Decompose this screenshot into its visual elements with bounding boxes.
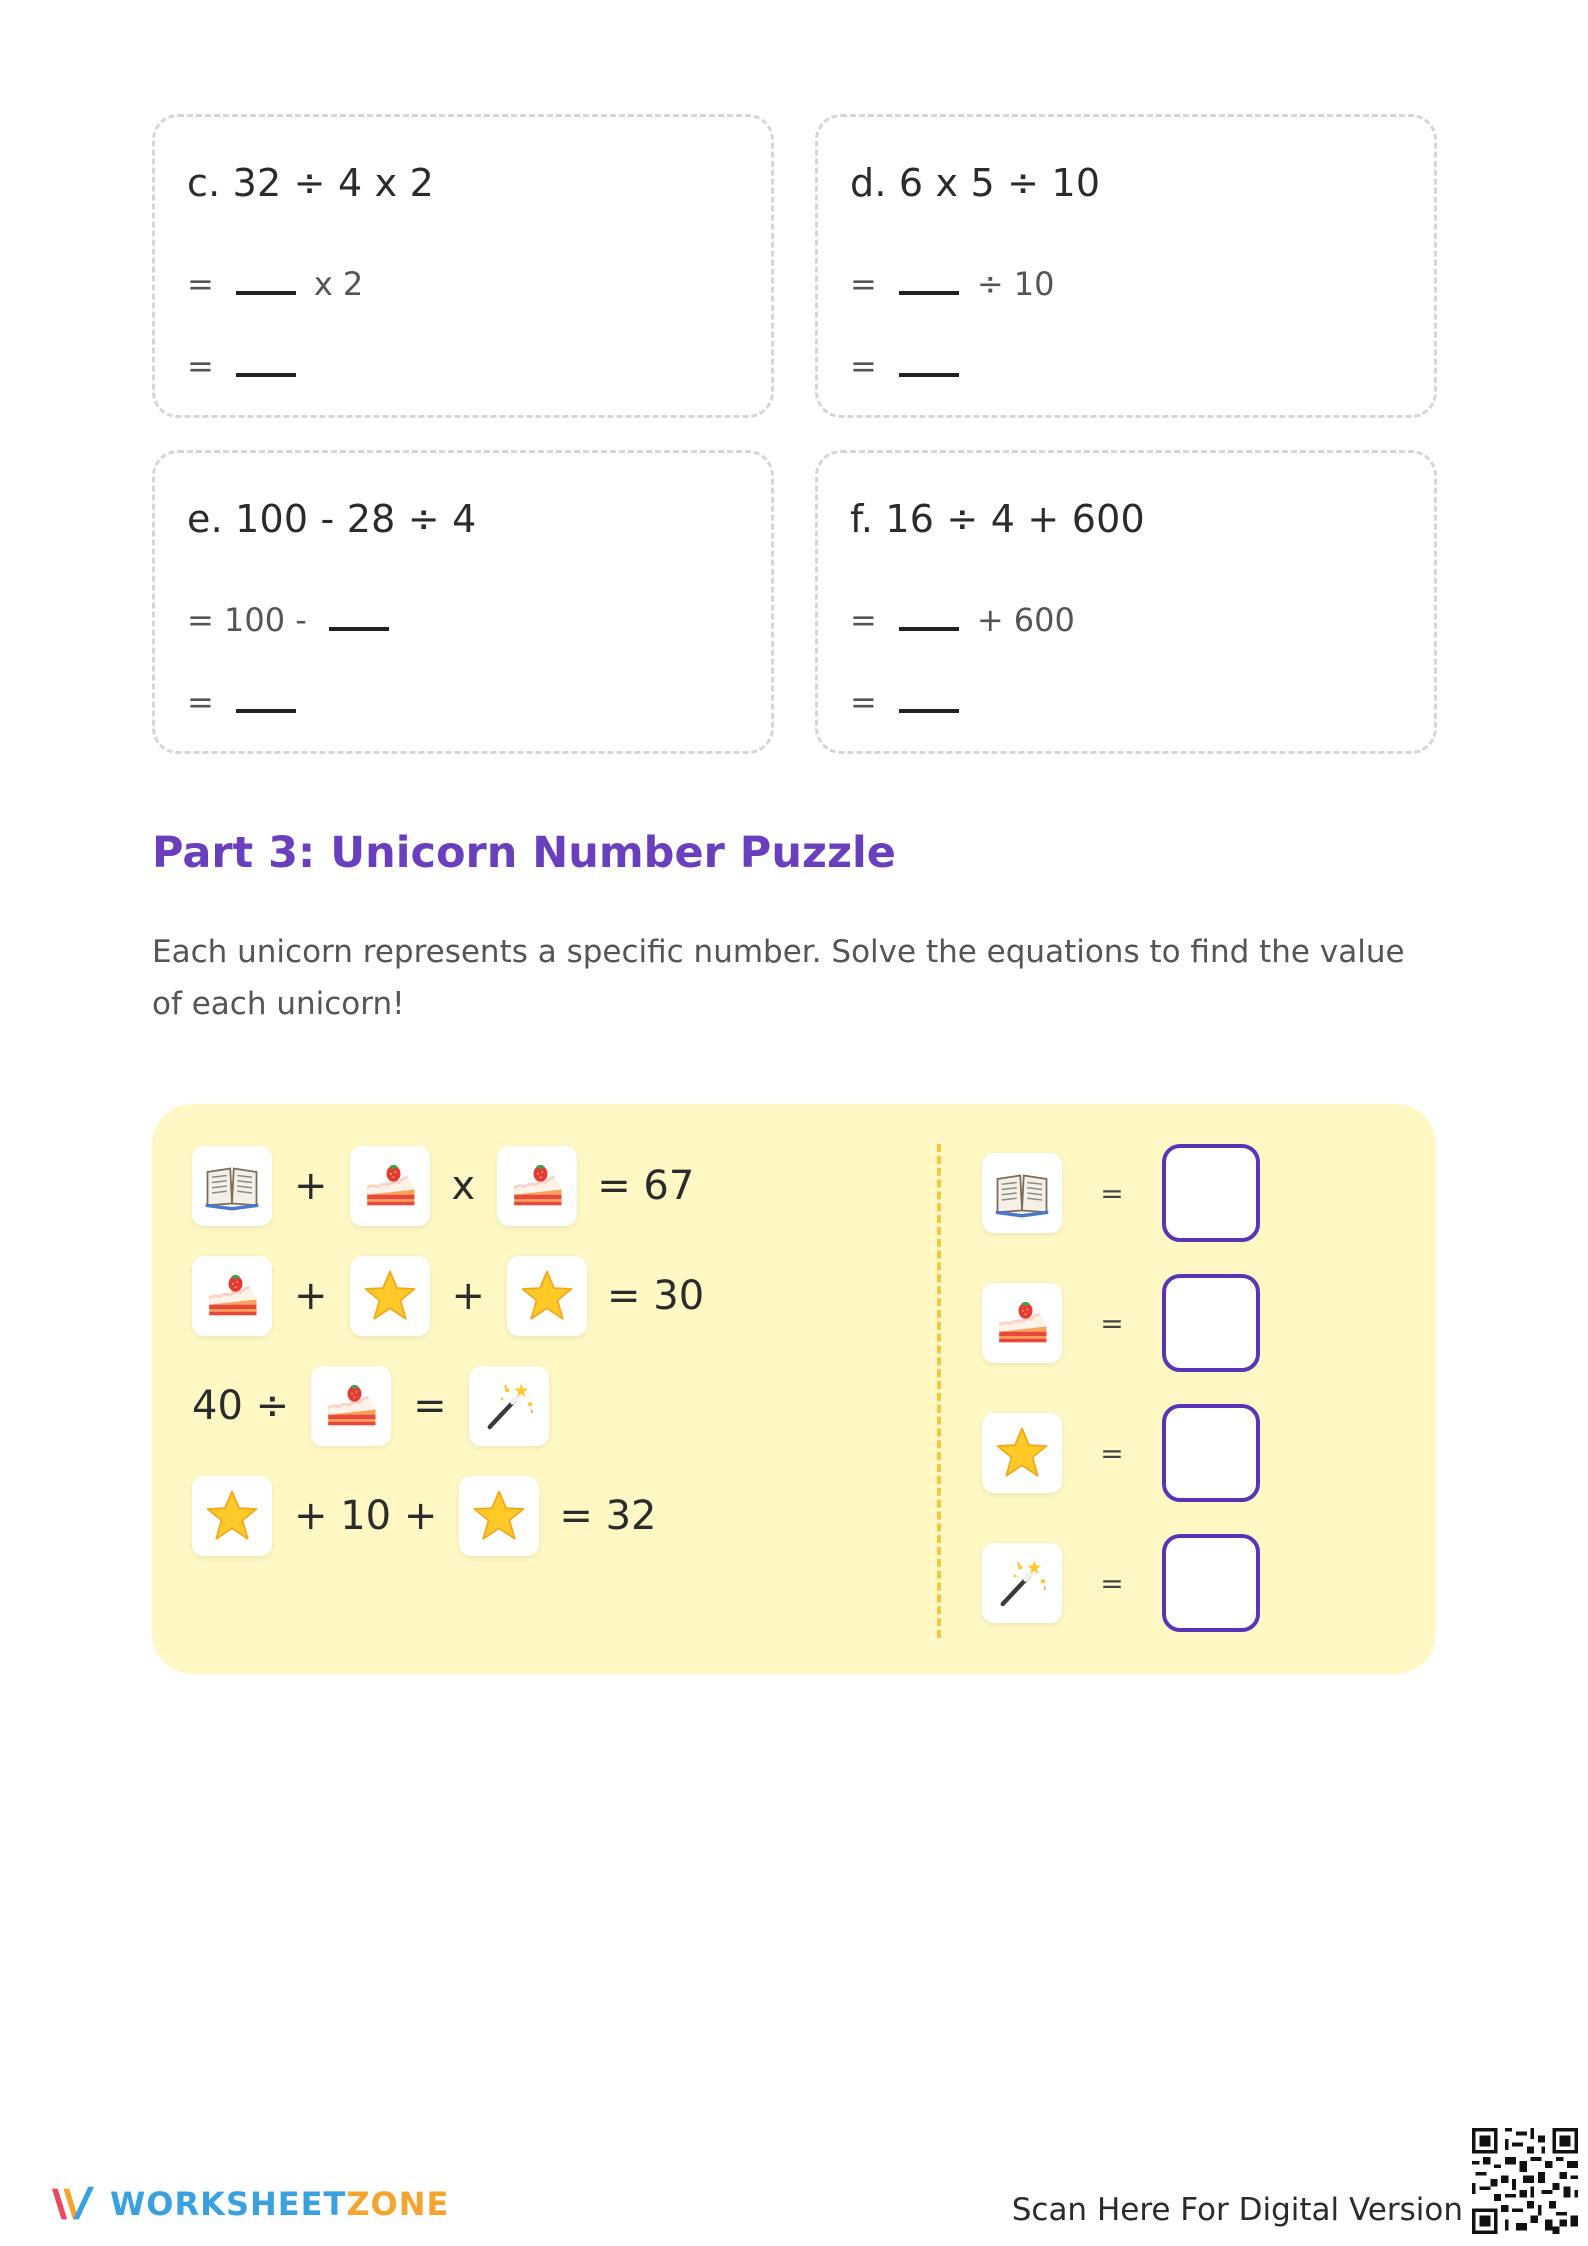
puzzle-equation-4 [192, 1476, 657, 1556]
step-line-2 [850, 329, 959, 385]
step-line-1 [187, 583, 389, 639]
equals-sign: = [1100, 1306, 1124, 1340]
star-icon [459, 1476, 539, 1556]
answer-box-cake[interactable] [1162, 1274, 1260, 1372]
star-icon [507, 1256, 587, 1336]
step-prefix: = [187, 347, 214, 385]
cake-slice-icon [350, 1146, 430, 1226]
answer-row-cake [982, 1274, 1260, 1372]
answer-blank[interactable] [236, 247, 296, 295]
brand-logo [50, 2180, 449, 2228]
equation-lead: 40 ÷ [192, 1383, 290, 1429]
answer-box-star[interactable] [1162, 1404, 1260, 1502]
step-line-1 [850, 583, 1075, 639]
open-book-icon [192, 1146, 272, 1226]
brand-logo-icon [50, 2180, 96, 2228]
problem-card-c [152, 114, 774, 418]
star-icon [982, 1413, 1062, 1493]
step-line-1 [187, 247, 363, 303]
step-line-2 [187, 665, 296, 721]
step-prefix: = [850, 601, 877, 639]
answer-row-wand [982, 1534, 1260, 1632]
puzzle-equation-1 [192, 1146, 694, 1226]
answer-blank[interactable] [236, 329, 296, 377]
cake-slice-icon [192, 1256, 272, 1336]
section-title: Part 3: Unicorn Number Puzzle [152, 828, 896, 878]
problem-card-d [815, 114, 1437, 418]
equation-result: = 30 [607, 1273, 705, 1319]
operator: + 10 + [294, 1493, 438, 1539]
equals-sign: = [1100, 1436, 1124, 1470]
operator: + [294, 1163, 328, 1209]
equals-sign: = [1100, 1176, 1124, 1210]
operator: = [413, 1383, 447, 1429]
answer-blank[interactable] [899, 247, 959, 295]
answer-blank[interactable] [899, 329, 959, 377]
scan-caption: Scan Here For Digital Version [1011, 2192, 1463, 2228]
brand-name-b: ZONE [346, 2185, 450, 2223]
cake-slice-icon [311, 1366, 391, 1446]
step-line-1 [850, 247, 1055, 303]
problem-card-f [815, 450, 1437, 754]
problem-title: d. 6 x 5 ÷ 10 [850, 161, 1101, 205]
answer-blank[interactable] [899, 583, 959, 631]
step-prefix: = [850, 265, 877, 303]
step-suffix: x 2 [313, 265, 364, 303]
equation-result: = 32 [559, 1493, 657, 1539]
answer-row-book [982, 1144, 1260, 1242]
problem-title: f. 16 ÷ 4 + 600 [850, 497, 1145, 541]
magic-wand-icon [982, 1543, 1062, 1623]
step-prefix: = [850, 683, 877, 721]
operator: + [451, 1273, 486, 1319]
step-suffix: + 600 [976, 601, 1075, 639]
puzzle-equation-3 [192, 1366, 549, 1446]
open-book-icon [982, 1153, 1062, 1233]
answer-blank[interactable] [329, 583, 389, 631]
operator: + [294, 1273, 328, 1319]
section-instructions: Each unicorn represents a specific number. Solve the equations to find the value of each unicorn! [152, 934, 1405, 1022]
step-prefix: = [187, 265, 214, 303]
qr-code-icon[interactable] [1472, 2128, 1578, 2234]
equals-sign: = [1100, 1566, 1124, 1600]
cake-slice-icon [982, 1283, 1062, 1363]
puzzle-equation-2 [192, 1256, 704, 1336]
step-prefix: = [850, 347, 877, 385]
operator: x [451, 1163, 476, 1209]
star-icon [192, 1476, 272, 1556]
problem-title: c. 32 ÷ 4 x 2 [187, 161, 435, 205]
panel-divider [937, 1144, 941, 1638]
answer-box-wand[interactable] [1162, 1534, 1260, 1632]
problem-title: e. 100 - 28 ÷ 4 [187, 497, 477, 541]
step-prefix: = 100 - [187, 601, 307, 639]
answer-box-book[interactable] [1162, 1144, 1260, 1242]
step-line-2 [187, 329, 296, 385]
cake-slice-icon [497, 1146, 577, 1226]
step-prefix: = [187, 683, 214, 721]
answer-row-star [982, 1404, 1260, 1502]
star-icon [350, 1256, 430, 1336]
step-suffix: ÷ 10 [976, 265, 1055, 303]
brand-name-a: WORKSHEET [110, 2185, 347, 2223]
puzzle-panel [152, 1104, 1436, 1674]
answer-blank[interactable] [899, 665, 959, 713]
problem-card-e [152, 450, 774, 754]
answer-blank[interactable] [236, 665, 296, 713]
magic-wand-icon [469, 1366, 549, 1446]
step-line-2 [850, 665, 959, 721]
equation-result: = 67 [597, 1163, 695, 1209]
